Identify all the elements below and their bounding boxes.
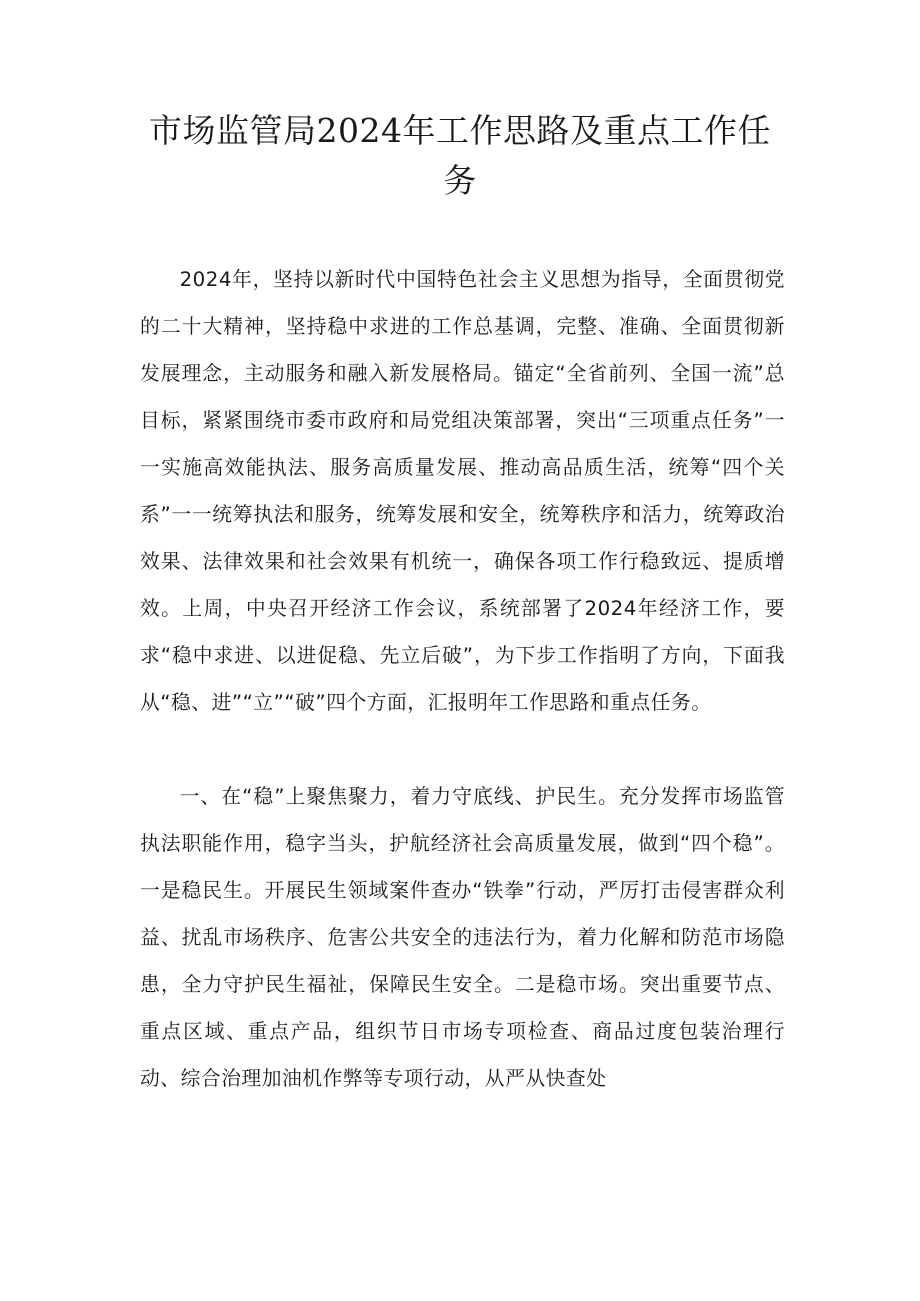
document-title: 市场监管局2024年工作思路及重点工作任务	[149, 111, 771, 200]
paragraph-intro: 2024年，坚持以新时代中国特色社会主义思想为指导，全面贯彻党的二十大精神，坚持稳中求进的工作总基调，完整、准确、全面贯彻新发展理念，主动服务和融入新发展格局。锚定“全省前列、全国一流”总目标，紧紧围绕市委市政府和局党组决策部署，突出“三项重点任务”一一实施高效能执法、服务高质量发展、推动高品质生活，统筹“四个关系”一一统筹执法和服务，统筹发展和安全，统筹秩序和活力，统筹政治效果、法律效果和社会效果有机统一，确保各项工作行稳致远、提质增效。上周，中央召开经济工作会议，系统部署了2024年经济工作，要求“稳中求进、以进促稳、先立后破”，为下步工作指明了方向，下面我从“稳、进”“立”“破”四个方面，汇报明年工作思路和重点任务。	[140, 268, 785, 714]
document-body	[140, 256, 785, 1102]
paragraph-section-one: 一、在“稳”上聚焦聚力，着力守底线、护民生。充分发挥市场监管执法职能作用，稳字当头，护航经济社会高质量发展，做到“四个稳”。一是稳民生。开展民生领域案件查办“铁拳”行动，严厉打击侵害群众利益、扰乱市场秩序、危害公共安全的违法行为，着力化解和防范市场隐患，全力守护民生福祉，保障民生安全。二是稳市场。突出重要节点、重点区域、重点产品，组织节日市场专项检查、商品过度包装治理行动、综合治理加油机作弊等专项行动，从严从快查处	[140, 785, 785, 1090]
